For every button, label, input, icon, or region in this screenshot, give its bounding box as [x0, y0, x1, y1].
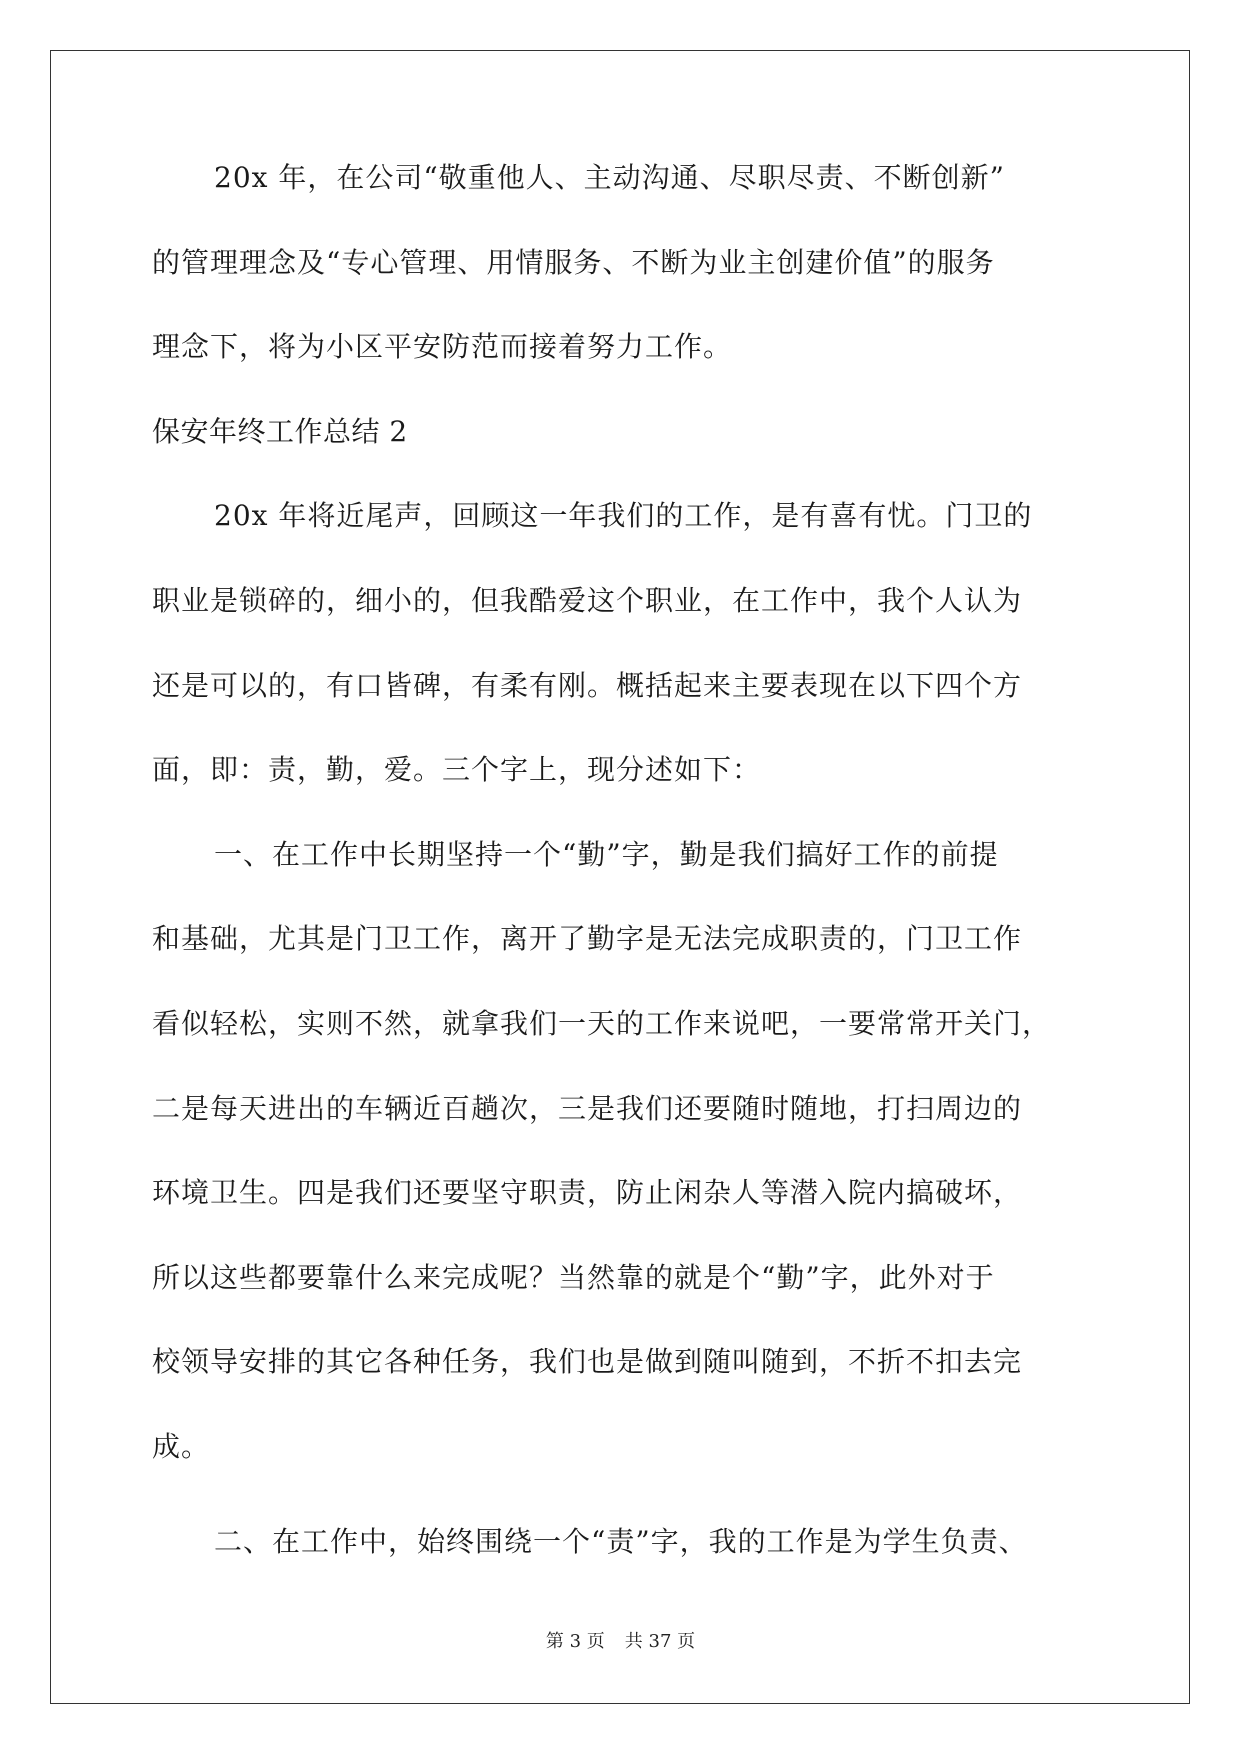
- page-footer: [0, 1631, 1241, 1653]
- paragraph-line: 20x 年将近尾声，回顾这一年我们的工作，是有喜有忧。门卫的: [214, 499, 1033, 533]
- page-number: 第 3 页: [545, 1631, 605, 1652]
- paragraph-line: 二、在工作中，始终围绕一个“责”字，我的工作是为学生负责、: [214, 1524, 1028, 1558]
- paragraph-line: 成。: [152, 1429, 211, 1463]
- page-total: 共 37 页: [624, 1631, 696, 1652]
- paragraph-line: 20x 年，在公司“敬重他人、主动沟通、尽职尽责、不断创新”: [214, 161, 1005, 194]
- paragraph-line: 二是每天进出的车辆近百趟次，三是我们还要随时随地，打扫周边的: [152, 1091, 1023, 1125]
- paragraph-line: 看似轻松，实则不然，就拿我们一天的工作来说吧，一要常常开关门，: [152, 1006, 1052, 1040]
- paragraph-line: 面，即：责，勤，爱。三个字上，现分述如下：: [152, 753, 762, 787]
- paragraph-line: 校领导安排的其它各种任务，我们也是做到随叫随到，不折不扣去完: [152, 1345, 1023, 1379]
- section-heading: 保安年终工作总结 2: [152, 414, 408, 448]
- paragraph-line: 理念下，将为小区平安防范而接着努力工作。: [152, 330, 733, 364]
- paragraph-line: 环境卫生。四是我们还要坚守职责，防止闲杂人等潜入院内搞破坏，: [152, 1176, 1023, 1210]
- paragraph-line: 和基础，尤其是门卫工作，离开了勤字是无法完成职责的，门卫工作: [152, 922, 1023, 956]
- document-body: [152, 160, 1092, 1608]
- paragraph-line: 还是可以的，有口皆碑，有柔有刚。概括起来主要表现在以下四个方: [152, 668, 1023, 702]
- paragraph-line: 的管理理念及“专心管理、用情服务、不断为业主创建价值”的服务: [152, 245, 995, 279]
- paragraph-line: 所以这些都要靠什么来完成呢？当然靠的就是个“勤”字，此外对于: [152, 1260, 995, 1294]
- paragraph-line: 一、在工作中长期坚持一个“勤”字，勤是我们搞好工作的前提: [214, 837, 999, 871]
- paragraph-line: 职业是锁碎的，细小的，但我酷爱这个职业，在工作中，我个人认为: [152, 583, 1023, 617]
